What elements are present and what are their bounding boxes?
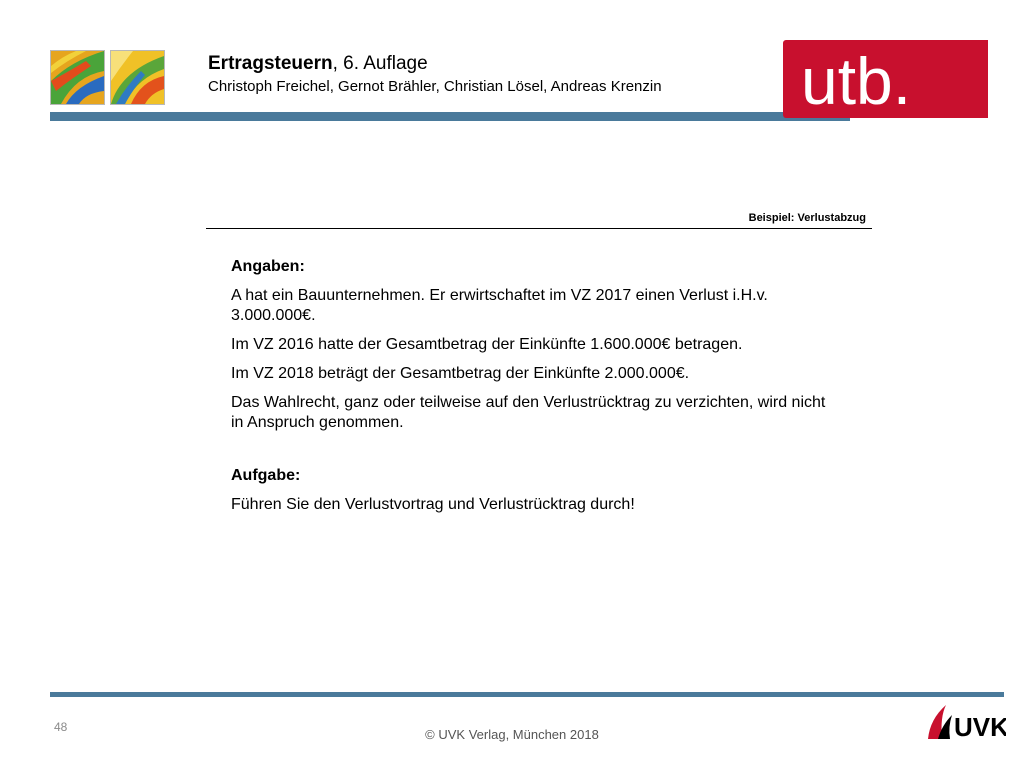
task-heading: Aufgabe: [231, 467, 301, 484]
utb-logo [783, 40, 988, 118]
slide-content [231, 257, 841, 524]
task-text: Führen Sie den Verlustvortrag und Verlustrücktrag durch! [231, 496, 635, 513]
book-title-edition: , 6. Auflage [332, 53, 428, 74]
given-paragraph: Im VZ 2018 beträgt der Gesamtbetrag der Einkünfte 2.000.000€. [231, 365, 690, 382]
book-title-bold: Ertragsteuern [208, 53, 333, 74]
given-paragraph: A hat ein Bauunternehmen. Er erwirtschaftet im VZ 2017 einen Verlust i.H.v. 3.000.000€. [231, 287, 768, 324]
book-cover-thumbnail-2 [110, 50, 165, 105]
utb-logo-text: utb. [801, 44, 912, 118]
page-number: 48 [54, 720, 68, 734]
uvk-logo-text: UVK [954, 712, 1006, 742]
footer-divider-bar [50, 692, 1004, 697]
spacer [231, 442, 841, 466]
book-cover-thumbnail-1 [50, 50, 105, 105]
section-rule [206, 228, 872, 229]
book-authors: Christoph Freichel, Gernot Brähler, Christian Lösel, Andreas Krenzin [208, 78, 662, 95]
section-label: Beispiel: Verlustabzug [748, 212, 866, 224]
header-divider-bar [50, 112, 850, 121]
uvk-logo [926, 703, 1006, 743]
given-heading: Angaben: [231, 258, 305, 275]
copyright-notice: © UVK Verlag, München 2018 [425, 727, 599, 742]
book-title [208, 53, 428, 75]
given-paragraph: Das Wahlrecht, ganz oder teilweise auf den Verlustrücktrag zu verzichten, wird nicht in Anspruch genommen. [231, 394, 826, 431]
given-paragraph: Im VZ 2016 hatte der Gesamtbetrag der Einkünfte 1.600.000€ betragen. [231, 336, 743, 353]
